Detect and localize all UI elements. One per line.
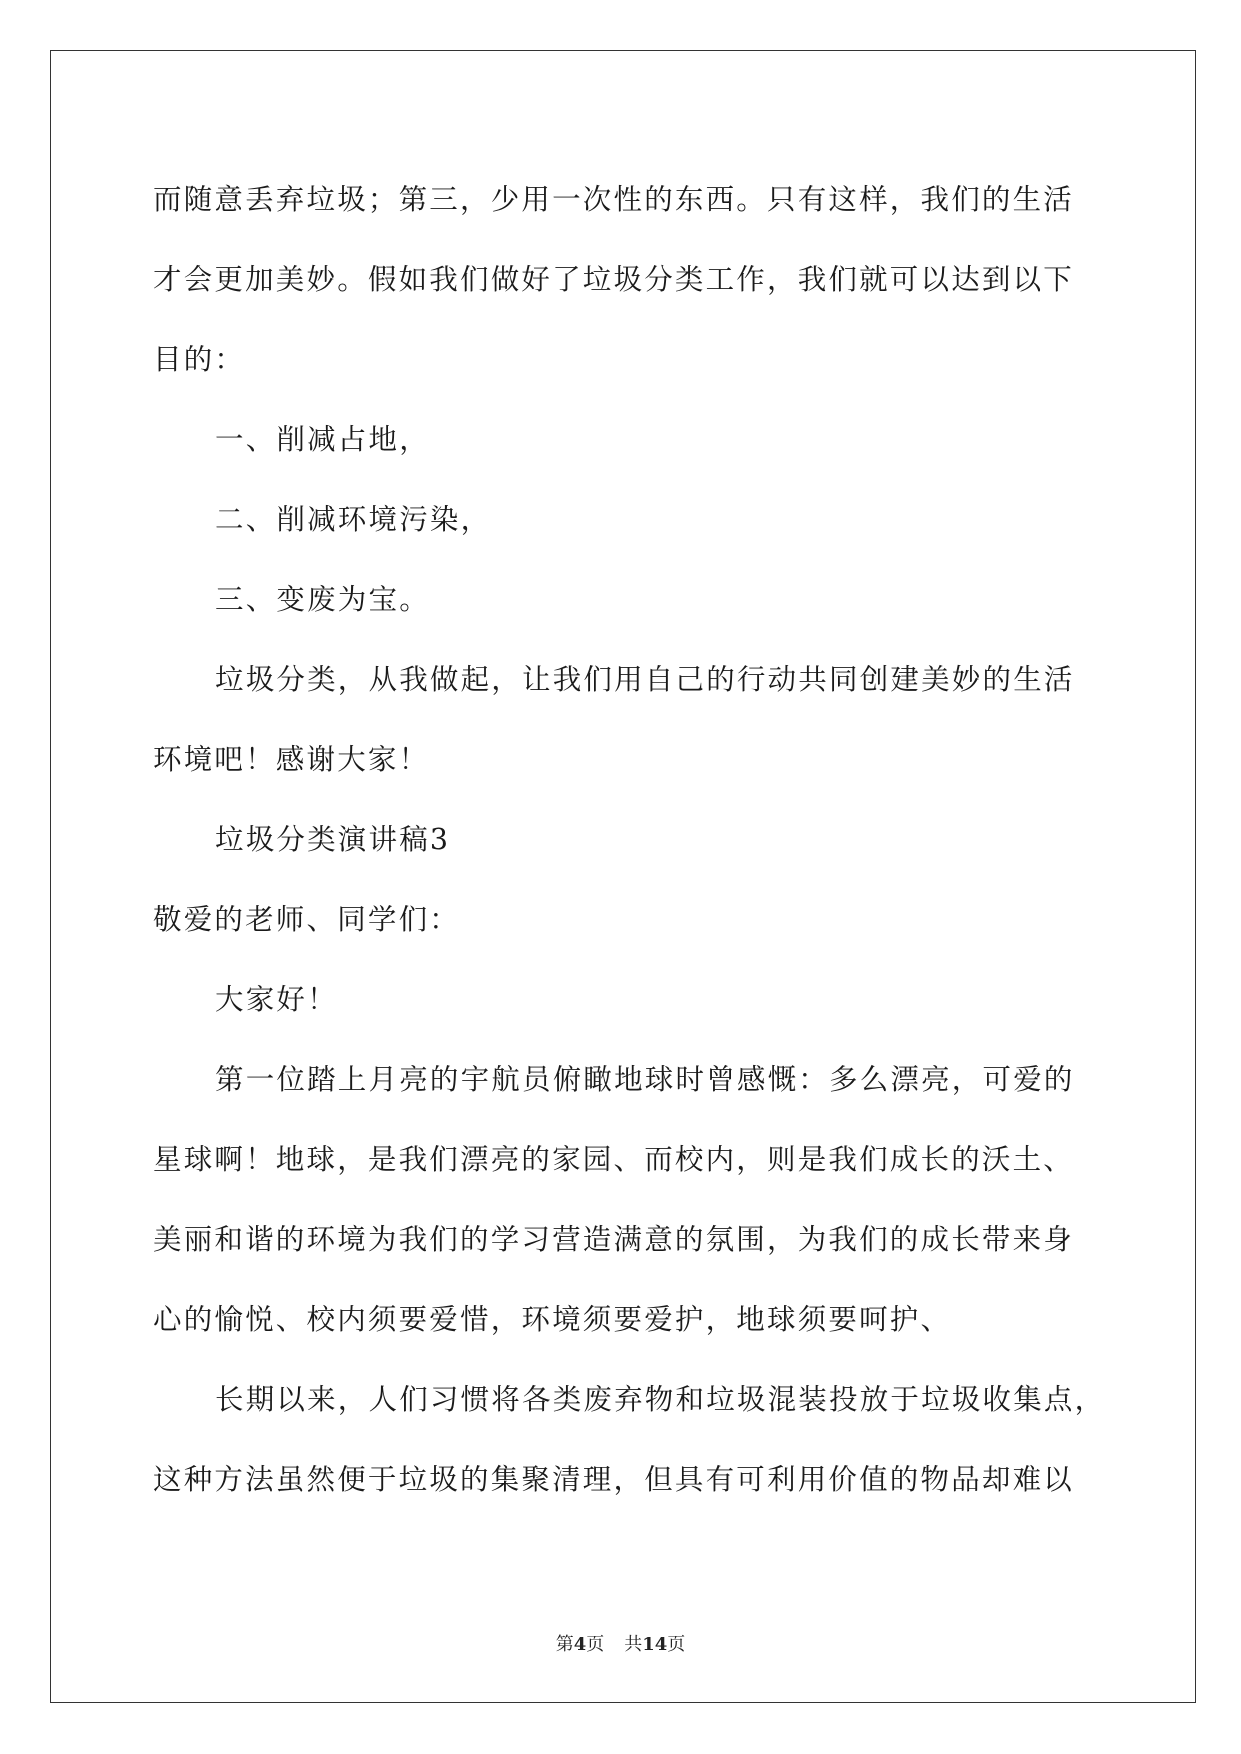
- footer-total-prefix: 共: [624, 1634, 643, 1655]
- text-line: 垃圾分类演讲稿3: [215, 823, 451, 856]
- page-footer: [0, 1633, 1241, 1657]
- text-line: 才会更加美妙。假如我们做好了垃圾分类工作，我们就可以达到以下: [153, 263, 1075, 296]
- text-line: 环境吧！感谢大家！: [153, 743, 430, 776]
- footer-page-prefix: 第: [555, 1634, 574, 1655]
- text-line: 星球啊！地球，是我们漂亮的家园、而校内，则是我们成长的沃土、: [153, 1143, 1075, 1176]
- text-line: 心的愉悦、校内须要爱惜，环境须要爱护，地球须要呵护、: [153, 1303, 952, 1336]
- document-body: [153, 160, 1106, 1520]
- text-line: 长期以来，人们习惯将各类废弃物和垃圾混装投放于垃圾收集点，: [215, 1383, 1106, 1416]
- footer-total-pages: 14: [642, 1634, 668, 1655]
- text-line: 垃圾分类，从我做起，让我们用自己的行动共同创建美妙的生活: [215, 663, 1075, 696]
- text-line: 一、削减占地，: [215, 423, 430, 456]
- text-line: 而随意丢弃垃圾；第三，少用一次性的东西。只有这样，我们的生活: [153, 183, 1075, 216]
- footer-total-suffix: 页: [667, 1634, 686, 1655]
- text-line: 美丽和谐的环境为我们的学习营造满意的氛围，为我们的成长带来身: [153, 1223, 1075, 1256]
- footer-page-number: 4: [573, 1634, 587, 1655]
- text-line: 这种方法虽然便于垃圾的集聚清理，但具有可利用价值的物品却难以: [153, 1463, 1075, 1496]
- text-line: 大家好！: [215, 983, 338, 1016]
- text-line: 三、变废为宝。: [215, 583, 430, 616]
- footer-page-suffix: 页: [586, 1634, 605, 1655]
- text-line: 目的：: [153, 343, 246, 376]
- text-line: 第一位踏上月亮的宇航员俯瞰地球时曾感慨：多么漂亮，可爱的: [215, 1063, 1075, 1096]
- text-line: 二、削减环境污染，: [215, 503, 492, 536]
- text-line: 敬爱的老师、同学们：: [153, 903, 461, 936]
